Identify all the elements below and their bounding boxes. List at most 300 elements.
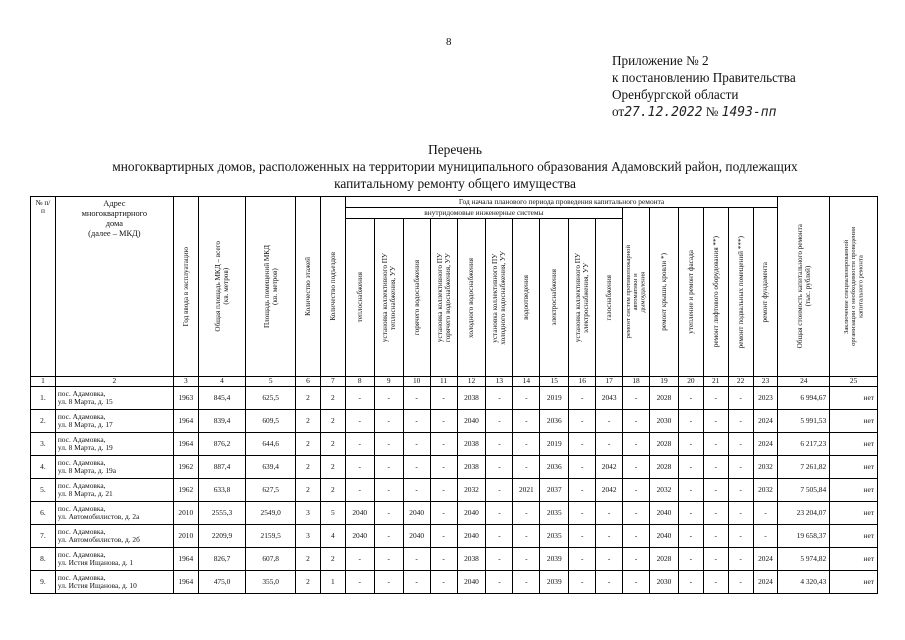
column-index-cell: 14 xyxy=(513,377,540,387)
header-total-cost xyxy=(778,197,830,377)
row-address-line-2: ул. 8 Марта, д. 17 xyxy=(57,420,113,429)
header-c16-1: установка коллективного ПУ xyxy=(574,252,583,343)
row-cell: - xyxy=(345,433,374,456)
header-period-group: Год начала планового периода проведения капитального ремонта xyxy=(345,197,778,208)
row-cell: - xyxy=(596,525,623,548)
row-number: 1. xyxy=(31,387,56,410)
row-cell: - xyxy=(430,548,457,571)
row-cell: - xyxy=(678,548,703,571)
row-address-line-1: пос. Адамовка, xyxy=(57,549,106,559)
column-index-cell: 4 xyxy=(198,377,246,387)
row-cell: - xyxy=(345,456,374,479)
appendix-line-4 xyxy=(612,103,796,121)
header-c16-2: электроснабжения, УУ xyxy=(582,262,591,333)
header-c10 xyxy=(403,219,430,377)
row-cell: 2040 xyxy=(403,525,430,548)
header-c11-2: горячего водоснабжения, УУ xyxy=(443,253,452,342)
row-cell: 2035 xyxy=(540,502,569,525)
row-cell: нет xyxy=(830,387,878,410)
row-cell: 3 xyxy=(296,502,321,525)
row-cell: 2023 xyxy=(753,387,778,410)
row-cell: 627,5 xyxy=(246,479,296,502)
row-cell: - xyxy=(403,387,430,410)
row-cell: 2 xyxy=(320,387,345,410)
row-cell: 2 xyxy=(296,433,321,456)
row-cell: - xyxy=(374,571,403,594)
appendix-line-2: к постановлению Правительства xyxy=(612,70,796,85)
row-cell: 633,8 xyxy=(198,479,246,502)
column-index-cell: 9 xyxy=(374,377,403,387)
row-address-line-2: ул. Автомобилистов, д. 2а xyxy=(57,512,140,521)
row-cell: 2039 xyxy=(540,548,569,571)
row-cell: 2 xyxy=(320,548,345,571)
row-cell: 2 xyxy=(320,433,345,456)
row-cell: 2028 xyxy=(650,387,679,410)
row-cell: 2 xyxy=(320,410,345,433)
row-cell: 2032 xyxy=(753,456,778,479)
row-cell: - xyxy=(486,548,513,571)
row-cell: - xyxy=(569,525,596,548)
row-cell: 2037 xyxy=(540,479,569,502)
row-cell: 2024 xyxy=(753,410,778,433)
row-cell: 2 xyxy=(296,548,321,571)
row-cell: нет xyxy=(830,502,878,525)
header-num-text: № п/п xyxy=(35,198,51,216)
header-c8 xyxy=(345,219,374,377)
header-c8-text: теплоснабжения xyxy=(355,272,364,323)
row-number: 4. xyxy=(31,456,56,479)
row-cell: 4 xyxy=(320,525,345,548)
row-cell: - xyxy=(678,387,703,410)
header-total-area-2: (кв. метров) xyxy=(222,268,231,305)
row-cell: 2032 xyxy=(650,479,679,502)
row-cell: - xyxy=(430,387,457,410)
buildings-table xyxy=(30,196,878,594)
header-conclusion-1: Заключение специализированной xyxy=(842,239,850,334)
row-cell: 2040 xyxy=(403,502,430,525)
row-cell: нет xyxy=(830,479,878,502)
row-cell: - xyxy=(374,525,403,548)
header-premises-area xyxy=(246,197,296,377)
row-cell: 2035 xyxy=(540,525,569,548)
table-row xyxy=(31,571,878,594)
row-cell: - xyxy=(430,479,457,502)
row-cell: - xyxy=(728,433,753,456)
table-row xyxy=(31,548,878,571)
row-address xyxy=(55,456,173,479)
header-address-1: Адрес xyxy=(103,199,126,208)
table-body xyxy=(31,387,878,594)
header-num xyxy=(31,197,56,377)
header-c22-text: ремонт подвальных помещений ***) xyxy=(736,235,745,349)
row-cell: нет xyxy=(830,433,878,456)
column-index-cell: 15 xyxy=(540,377,569,387)
row-cell: - xyxy=(596,502,623,525)
row-cell: 7 261,82 xyxy=(778,456,830,479)
row-cell: - xyxy=(345,548,374,571)
row-cell: - xyxy=(678,410,703,433)
header-c17 xyxy=(596,219,623,377)
table-row xyxy=(31,433,878,456)
row-cell: 6 217,23 xyxy=(778,433,830,456)
header-c12 xyxy=(457,219,486,377)
row-cell: - xyxy=(374,387,403,410)
header-address-2: многоквартирного xyxy=(81,209,148,218)
column-index-cell: 2 xyxy=(55,377,173,387)
row-cell: 639,4 xyxy=(246,456,296,479)
row-cell: - xyxy=(728,456,753,479)
header-premises-area-2: (кв. метров) xyxy=(270,268,279,305)
row-cell: - xyxy=(513,525,540,548)
header-c23 xyxy=(753,208,778,377)
column-index-cell: 11 xyxy=(430,377,457,387)
row-cell: 475,0 xyxy=(198,571,246,594)
row-cell: - xyxy=(513,456,540,479)
header-c9-1: установка коллективного ПУ xyxy=(380,252,389,343)
row-cell: - xyxy=(623,548,650,571)
row-cell: - xyxy=(728,548,753,571)
row-cell: - xyxy=(703,387,728,410)
row-cell: - xyxy=(623,433,650,456)
header-engineering-group: внутридомовые инженерные системы xyxy=(345,208,622,219)
row-cell: 625,5 xyxy=(246,387,296,410)
row-cell: 2040 xyxy=(650,502,679,525)
row-cell: 2024 xyxy=(753,548,778,571)
header-c17-text: газоснабжения xyxy=(605,274,614,321)
header-c12-text: холодного водоснабжения xyxy=(467,257,476,338)
header-c13-1: установка коллективного ПУ xyxy=(491,252,500,343)
row-cell: - xyxy=(623,502,650,525)
column-index-cell: 17 xyxy=(596,377,623,387)
title-line-2: многоквартирных домов, расположенных на территории муниципального образования Адамовский район, подлежащих xyxy=(112,159,798,174)
row-cell: 5 974,82 xyxy=(778,548,830,571)
header-c20-text: утепление и ремонт фасада xyxy=(686,250,695,334)
row-cell: - xyxy=(486,502,513,525)
row-cell: 2 xyxy=(320,456,345,479)
row-cell: - xyxy=(678,571,703,594)
row-cell: 2 xyxy=(296,387,321,410)
table-row xyxy=(31,456,878,479)
row-cell: 1964 xyxy=(173,571,198,594)
column-index-cell: 16 xyxy=(569,377,596,387)
header-total-area xyxy=(198,197,246,377)
row-cell: 355,0 xyxy=(246,571,296,594)
row-cell: - xyxy=(486,456,513,479)
row-cell: - xyxy=(728,571,753,594)
header-total-area-1: Общая площадь МКД – всего xyxy=(214,241,223,332)
row-cell: - xyxy=(486,433,513,456)
row-cell: 609,5 xyxy=(246,410,296,433)
row-cell: 4 320,43 xyxy=(778,571,830,594)
row-number: 7. xyxy=(31,525,56,548)
row-cell: - xyxy=(513,410,540,433)
table-row xyxy=(31,525,878,548)
row-cell: 2030 xyxy=(650,571,679,594)
header-entrances xyxy=(320,197,345,377)
row-cell: - xyxy=(623,456,650,479)
row-address-line-1: пос. Адамовка, xyxy=(57,434,106,444)
row-cell: - xyxy=(345,479,374,502)
column-index-cell: 10 xyxy=(403,377,430,387)
header-c18-3: дымоудаления xyxy=(639,271,647,313)
column-index-cell: 1 xyxy=(31,377,56,387)
header-c21 xyxy=(703,208,728,377)
column-index-row xyxy=(31,377,878,387)
row-cell: - xyxy=(703,548,728,571)
row-cell: - xyxy=(703,571,728,594)
column-index-cell: 19 xyxy=(650,377,679,387)
row-cell: 2028 xyxy=(650,548,679,571)
row-cell: 2036 xyxy=(540,456,569,479)
row-cell: - xyxy=(403,456,430,479)
row-cell: 2042 xyxy=(596,456,623,479)
row-cell: нет xyxy=(830,410,878,433)
row-cell: - xyxy=(486,525,513,548)
table-row xyxy=(31,387,878,410)
header-c20 xyxy=(678,208,703,377)
table-row xyxy=(31,502,878,525)
row-cell: - xyxy=(513,571,540,594)
row-cell: - xyxy=(728,387,753,410)
row-cell: - xyxy=(513,387,540,410)
row-cell: - xyxy=(703,502,728,525)
column-index-cell: 22 xyxy=(728,377,753,387)
row-cell: 1964 xyxy=(173,548,198,571)
row-cell: нет xyxy=(830,571,878,594)
row-cell: 19 658,37 xyxy=(778,525,830,548)
row-cell: 876,2 xyxy=(198,433,246,456)
row-cell: - xyxy=(569,433,596,456)
row-cell: - xyxy=(486,479,513,502)
header-c18 xyxy=(623,208,650,377)
row-cell: - xyxy=(596,548,623,571)
row-cell: 23 204,07 xyxy=(778,502,830,525)
row-cell: - xyxy=(703,479,728,502)
row-address-line-2: ул. 8 Марта, д. 19 xyxy=(57,443,113,452)
header-conclusion-3: капитального ремонта xyxy=(857,255,865,318)
row-cell: - xyxy=(345,571,374,594)
row-cell: - xyxy=(569,571,596,594)
row-address xyxy=(55,433,173,456)
column-index-cell: 13 xyxy=(486,377,513,387)
row-address-line-2: ул. Автомобилистов, д. 2б xyxy=(57,535,140,544)
header-c14 xyxy=(513,219,540,377)
header-year-text: Год ввода в эксплуатацию xyxy=(181,246,190,327)
row-cell: 5 991,53 xyxy=(778,410,830,433)
row-cell: - xyxy=(703,410,728,433)
row-cell: 2019 xyxy=(540,387,569,410)
header-premises-area-1: Площадь помещений МКД xyxy=(262,244,271,329)
column-index-cell: 25 xyxy=(830,377,878,387)
row-number: 9. xyxy=(31,571,56,594)
column-index-cell: 3 xyxy=(173,377,198,387)
row-cell: - xyxy=(430,525,457,548)
header-c15 xyxy=(540,219,569,377)
appendix-date: 27.12.2022 xyxy=(624,105,703,120)
row-cell: 5 xyxy=(320,502,345,525)
row-cell: 2549,0 xyxy=(246,502,296,525)
column-index-cell: 8 xyxy=(345,377,374,387)
row-cell: - xyxy=(728,502,753,525)
row-cell: - xyxy=(678,456,703,479)
row-address xyxy=(55,571,173,594)
row-address xyxy=(55,479,173,502)
header-c22 xyxy=(728,208,753,377)
row-cell: 2040 xyxy=(457,410,486,433)
row-address-line-2: ул. 8 Марта, д. 19а xyxy=(57,466,117,475)
row-cell: 1 xyxy=(320,571,345,594)
header-c14-text: водоотведения xyxy=(522,275,531,320)
header-c16 xyxy=(569,219,596,377)
row-cell: - xyxy=(678,479,703,502)
row-cell: - xyxy=(728,410,753,433)
row-cell: - xyxy=(728,479,753,502)
header-c18-1: ремонт систем противопожарной xyxy=(625,245,633,339)
header-c23-text: ремонт фундамента xyxy=(761,261,770,323)
row-cell: 2159,5 xyxy=(246,525,296,548)
appendix-num-sign: № xyxy=(705,104,719,119)
row-cell: - xyxy=(596,433,623,456)
row-number: 6. xyxy=(31,502,56,525)
row-cell: 2039 xyxy=(540,571,569,594)
header-c9-2: теплоснабжения, УУ xyxy=(388,265,397,330)
header-c19-text: ремонт крыши, кровли *) xyxy=(659,253,668,331)
title-line-1: Перечень xyxy=(428,142,482,157)
row-cell: 2028 xyxy=(650,456,679,479)
row-cell: 2028 xyxy=(650,433,679,456)
row-cell: - xyxy=(403,433,430,456)
row-cell: 2010 xyxy=(173,502,198,525)
header-address-3: дома xyxy=(105,219,123,228)
row-address xyxy=(55,410,173,433)
column-index-cell: 7 xyxy=(320,377,345,387)
row-cell: 2042 xyxy=(596,479,623,502)
row-cell: - xyxy=(374,548,403,571)
title-line-3: капитальному ремонту общего имущества xyxy=(334,176,576,191)
row-cell: - xyxy=(703,456,728,479)
row-cell: 2 xyxy=(296,410,321,433)
header-c11 xyxy=(430,219,457,377)
row-cell: 1964 xyxy=(173,433,198,456)
row-cell: - xyxy=(403,571,430,594)
row-cell: 1964 xyxy=(173,410,198,433)
row-cell: - xyxy=(345,387,374,410)
row-cell: - xyxy=(430,410,457,433)
header-c18-2: автоматики и xyxy=(632,273,640,311)
header-conclusion xyxy=(830,197,878,377)
appendix-number: 1493-пп xyxy=(721,105,777,120)
column-index-cell: 5 xyxy=(246,377,296,387)
header-c9 xyxy=(374,219,403,377)
row-address-line-2: ул. 8 Марта, д. 15 xyxy=(57,397,113,406)
table-row xyxy=(31,479,878,502)
column-index-cell: 18 xyxy=(623,377,650,387)
header-c13-2: холодного водоснабжения, УУ xyxy=(499,250,508,345)
row-cell: 2024 xyxy=(753,433,778,456)
row-cell: - xyxy=(703,525,728,548)
row-cell: нет xyxy=(830,548,878,571)
row-cell: - xyxy=(623,387,650,410)
row-address-line-2: ул. Истия Ищанова, д. 1 xyxy=(57,558,134,567)
row-cell: - xyxy=(596,410,623,433)
row-cell: - xyxy=(486,387,513,410)
appendix-header xyxy=(612,52,796,121)
row-cell: - xyxy=(623,525,650,548)
row-cell: 1962 xyxy=(173,479,198,502)
row-cell: - xyxy=(623,479,650,502)
row-cell: - xyxy=(430,571,457,594)
header-c10-text: горячего водоснабжения xyxy=(412,259,421,336)
row-address-line-1: пос. Адамовка, xyxy=(57,503,106,513)
row-cell: - xyxy=(623,410,650,433)
row-cell: 839,4 xyxy=(198,410,246,433)
appendix-line-1: Приложение № 2 xyxy=(612,53,709,68)
row-cell: - xyxy=(753,525,778,548)
row-address xyxy=(55,502,173,525)
row-cell: 2038 xyxy=(457,456,486,479)
header-address-4: (далее – МКД) xyxy=(88,229,141,238)
row-address-line-2: ул. Истия Ищанова, д. 10 xyxy=(57,581,137,590)
row-cell: 2021 xyxy=(513,479,540,502)
row-cell: - xyxy=(678,502,703,525)
row-cell: 2032 xyxy=(753,479,778,502)
header-conclusion-2: организации о необходимости проведения xyxy=(849,227,857,346)
table-row xyxy=(31,410,878,433)
row-cell: 2 xyxy=(296,571,321,594)
row-cell: 607,8 xyxy=(246,548,296,571)
row-cell: 2040 xyxy=(457,525,486,548)
row-cell: 2040 xyxy=(457,502,486,525)
row-cell: - xyxy=(374,456,403,479)
row-cell: 7 505,84 xyxy=(778,479,830,502)
row-cell: 2043 xyxy=(596,387,623,410)
row-cell: - xyxy=(678,433,703,456)
row-cell: 2024 xyxy=(753,571,778,594)
row-cell: 2040 xyxy=(345,502,374,525)
row-cell: - xyxy=(513,502,540,525)
row-cell: 2 xyxy=(296,456,321,479)
row-address-line-1: пос. Адамовка, xyxy=(57,388,106,398)
column-index-cell: 23 xyxy=(753,377,778,387)
row-cell: - xyxy=(486,410,513,433)
row-address-line-2: ул. 8 Марта, д. 21 xyxy=(57,489,113,498)
row-cell: 826,7 xyxy=(198,548,246,571)
row-cell: - xyxy=(374,433,403,456)
row-cell: - xyxy=(513,548,540,571)
row-cell: - xyxy=(753,502,778,525)
row-cell: 2040 xyxy=(650,525,679,548)
header-c13 xyxy=(486,219,513,377)
row-address xyxy=(55,548,173,571)
row-cell: 6 994,67 xyxy=(778,387,830,410)
row-cell: 845,4 xyxy=(198,387,246,410)
column-index-cell: 12 xyxy=(457,377,486,387)
row-cell: - xyxy=(596,571,623,594)
row-cell: нет xyxy=(830,456,878,479)
page-number: 8 xyxy=(446,36,452,48)
row-cell: - xyxy=(703,433,728,456)
row-cell: - xyxy=(513,433,540,456)
row-cell: - xyxy=(569,410,596,433)
row-address xyxy=(55,387,173,410)
row-cell: - xyxy=(403,548,430,571)
column-index-cell: 20 xyxy=(678,377,703,387)
row-address-line-1: пос. Адамовка, xyxy=(57,480,106,490)
column-index-cell: 24 xyxy=(778,377,830,387)
row-cell: нет xyxy=(830,525,878,548)
row-cell: - xyxy=(374,502,403,525)
row-number: 8. xyxy=(31,548,56,571)
